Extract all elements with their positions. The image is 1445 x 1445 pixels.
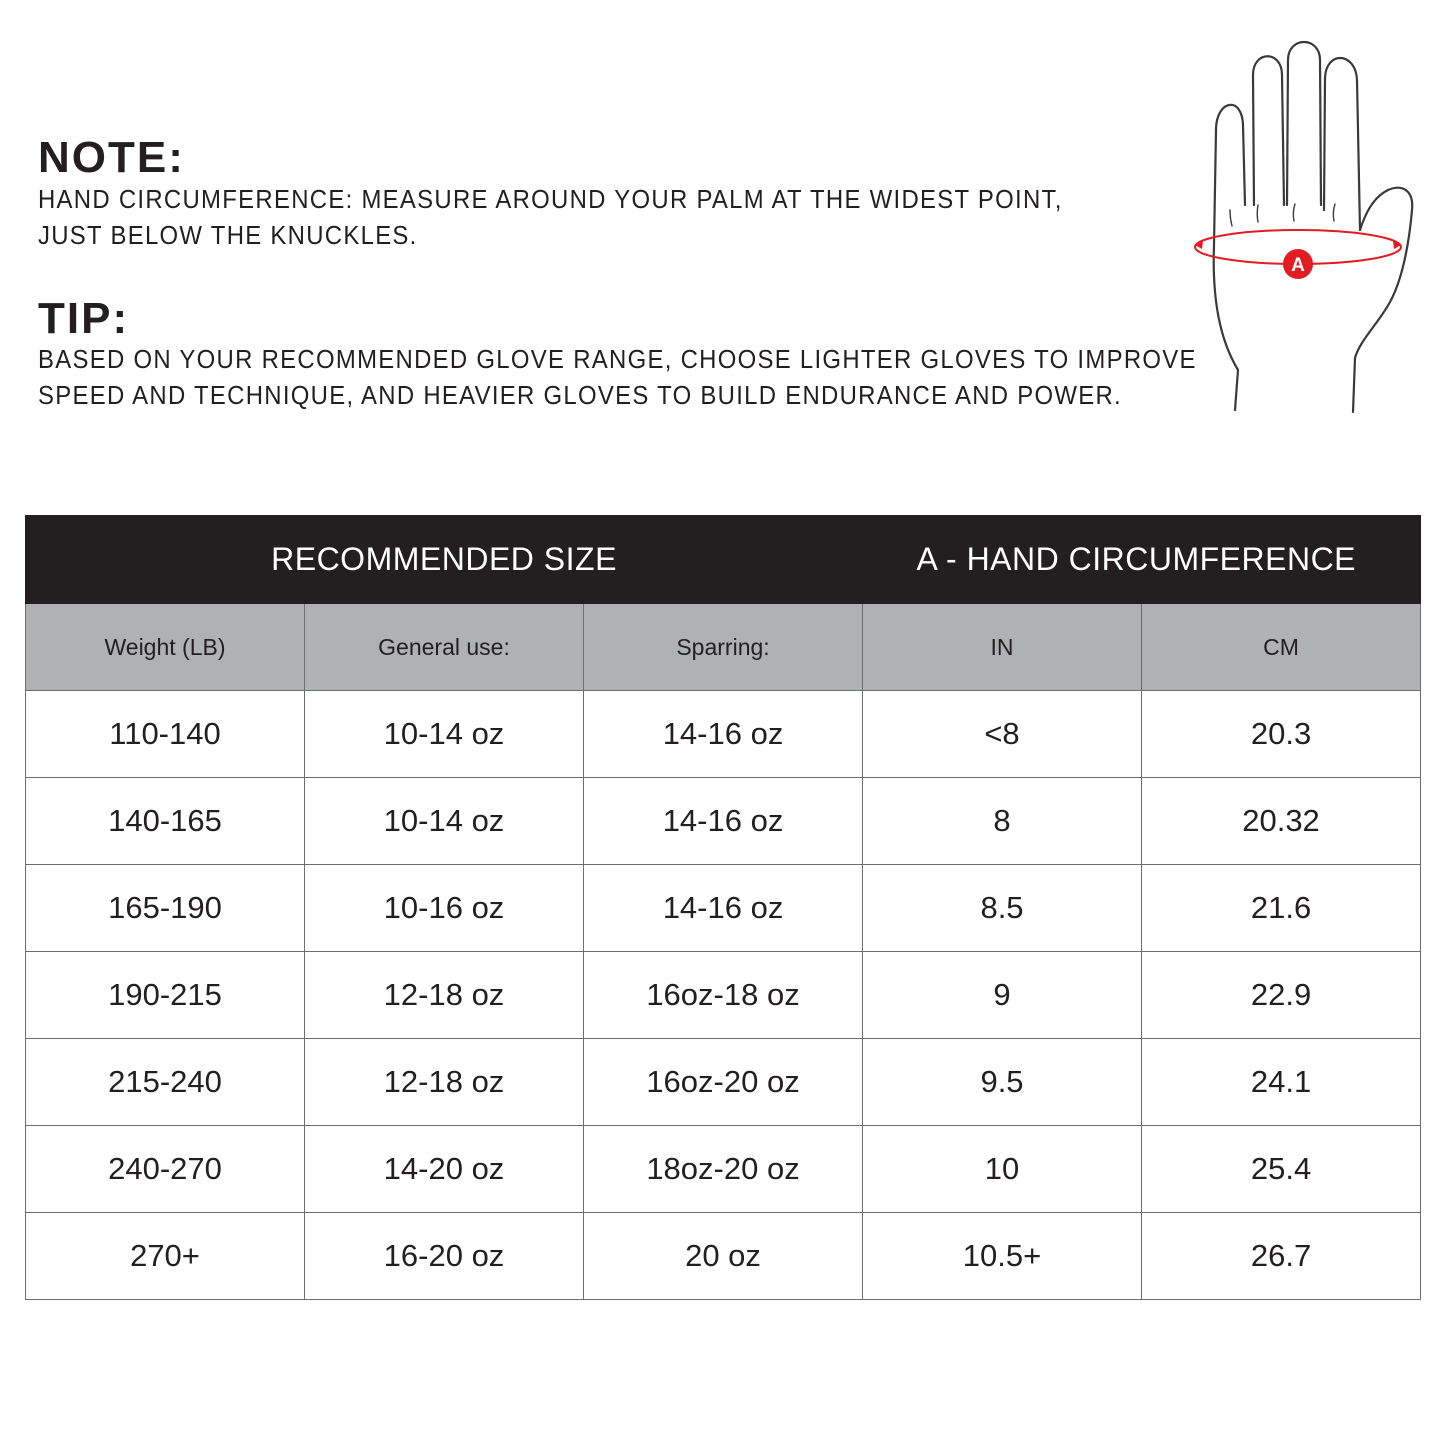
table-cell: 215-240 xyxy=(26,1039,305,1126)
table-row xyxy=(26,865,1421,952)
glove-size-table xyxy=(25,515,1421,1300)
column-header-sparring: Sparring: xyxy=(584,604,863,691)
table-cell: 20 oz xyxy=(584,1213,863,1300)
table-cell: 270+ xyxy=(26,1213,305,1300)
table-cell: 8.5 xyxy=(863,865,1142,952)
table-cell: 20.32 xyxy=(1142,778,1421,865)
hand-circumference-header: A - HAND CIRCUMFERENCE xyxy=(863,516,1421,604)
table-cell: 10.5+ xyxy=(863,1213,1142,1300)
table-cell: 25.4 xyxy=(1142,1126,1421,1213)
table-cell: 21.6 xyxy=(1142,865,1421,952)
table-column-header-row xyxy=(26,604,1421,691)
column-header-general-use: General use: xyxy=(305,604,584,691)
table-cell: 16-20 oz xyxy=(305,1213,584,1300)
table-cell: 12-18 oz xyxy=(305,1039,584,1126)
table-cell: 10-16 oz xyxy=(305,865,584,952)
table-cell: 14-16 oz xyxy=(584,691,863,778)
table-row xyxy=(26,1213,1421,1300)
table-cell: 20.3 xyxy=(1142,691,1421,778)
column-header-in: IN xyxy=(863,604,1142,691)
table-cell: <8 xyxy=(863,691,1142,778)
table-cell: 24.1 xyxy=(1142,1039,1421,1126)
tip-text-line: SPEED AND TECHNIQUE, AND HEAVIER GLOVES TO BUILD ENDURANCE AND POWER. xyxy=(38,380,1123,410)
table-group-header-row xyxy=(26,516,1421,604)
table-cell: 26.7 xyxy=(1142,1213,1421,1300)
column-header-cm: CM xyxy=(1142,604,1421,691)
tip-text-line: BASED ON YOUR RECOMMENDED GLOVE RANGE, CHOOSE LIGHTER GLOVES TO IMPROVE xyxy=(38,344,1197,374)
table-cell: 10 xyxy=(863,1126,1142,1213)
table-cell: 140-165 xyxy=(26,778,305,865)
tip-heading: TIP: xyxy=(38,294,130,343)
table-cell: 9.5 xyxy=(863,1039,1142,1126)
note-text-line: HAND CIRCUMFERENCE: MEASURE AROUND YOUR PALM AT THE WIDEST POINT, xyxy=(38,184,1063,214)
table-cell: 190-215 xyxy=(26,952,305,1039)
measurement-marker-label: A xyxy=(1291,255,1305,276)
recommended-size-header: RECOMMENDED SIZE xyxy=(26,516,863,604)
table-row xyxy=(26,952,1421,1039)
note-text-line: JUST BELOW THE KNUCKLES. xyxy=(38,220,418,250)
table-row xyxy=(26,1126,1421,1213)
table-row xyxy=(26,778,1421,865)
table-row xyxy=(26,691,1421,778)
note-heading: NOTE: xyxy=(38,133,185,182)
column-header-weight: Weight (LB) xyxy=(26,604,305,691)
table-cell: 22.9 xyxy=(1142,952,1421,1039)
table-cell: 16oz-20 oz xyxy=(584,1039,863,1126)
table-cell: 14-20 oz xyxy=(305,1126,584,1213)
hand-outline-icon xyxy=(1190,40,1420,415)
table-row xyxy=(26,1039,1421,1126)
table-cell: 16oz-18 oz xyxy=(584,952,863,1039)
table-cell: 165-190 xyxy=(26,865,305,952)
table-cell: 9 xyxy=(863,952,1142,1039)
table-cell: 12-18 oz xyxy=(305,952,584,1039)
table-cell: 14-16 oz xyxy=(584,865,863,952)
table-cell: 110-140 xyxy=(26,691,305,778)
table-cell: 240-270 xyxy=(26,1126,305,1213)
table-cell: 18oz-20 oz xyxy=(584,1126,863,1213)
table-cell: 10-14 oz xyxy=(305,778,584,865)
table-cell: 8 xyxy=(863,778,1142,865)
table-cell: 10-14 oz xyxy=(305,691,584,778)
table-cell: 14-16 oz xyxy=(584,778,863,865)
